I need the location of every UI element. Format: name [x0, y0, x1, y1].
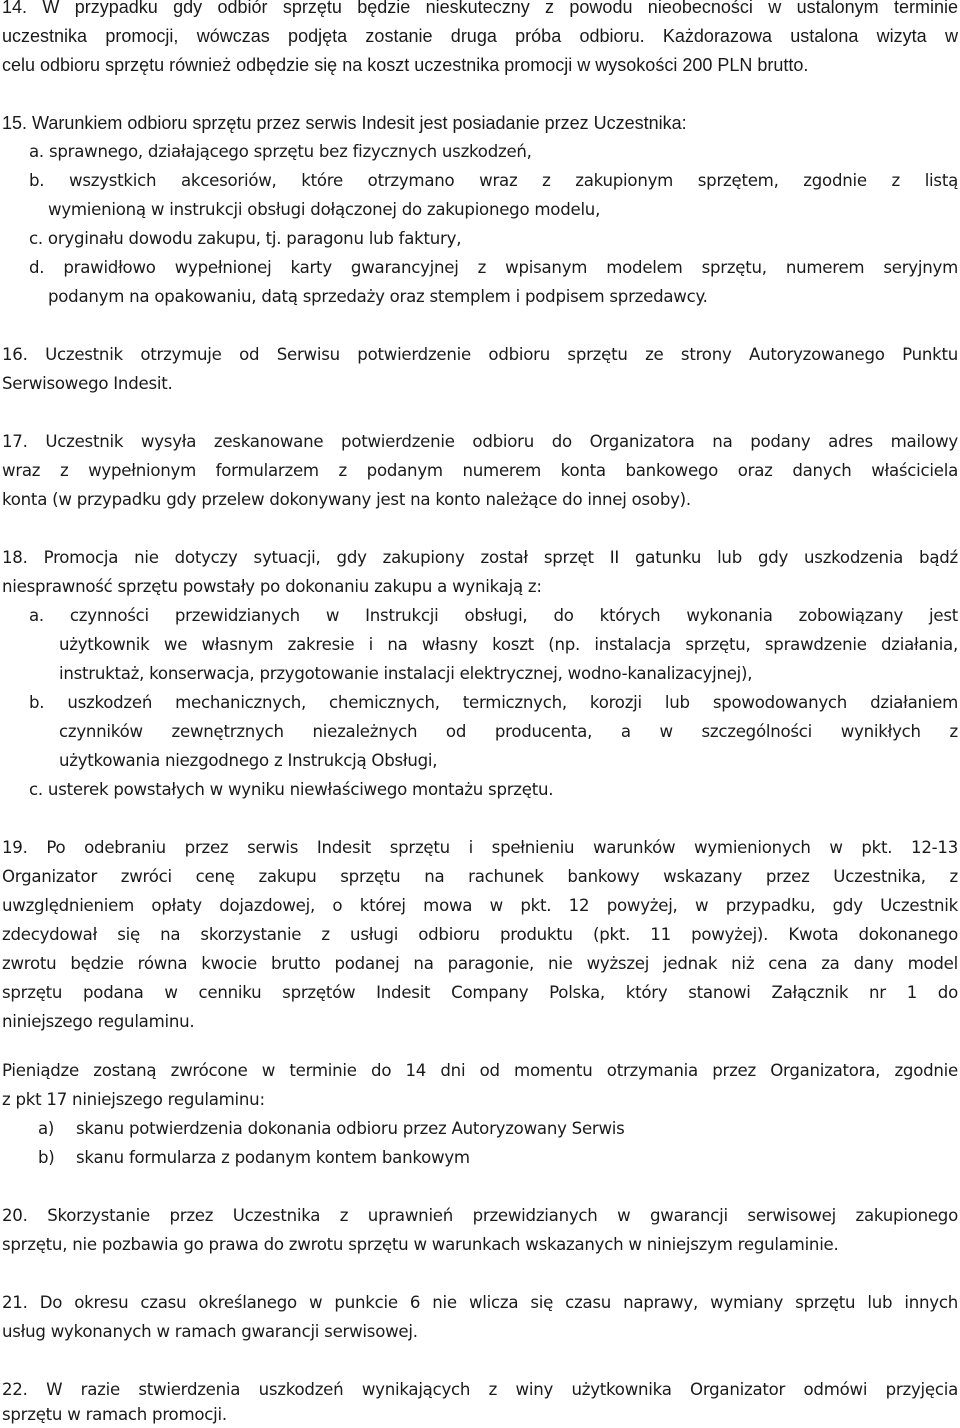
clause-20-line: sprzętu, nie pozbawia go prawa do zwrotu sprzętu w warunkach wskazanych w niniejszym regulaminie.	[2, 1235, 839, 1254]
refund-item-a-marker: a)	[38, 1119, 55, 1138]
refund-item-b: skanu formularza z podanym kontem bankowym	[76, 1148, 470, 1167]
clause-15-item-d: d. prawidłowo wypełnionej karty gwarancyjnej z wpisanym modelem sprzętu, numerem seryjnym	[29, 258, 958, 277]
clause-18-line: niesprawność sprzętu powstały po dokonaniu zakupu a wynikają z:	[2, 577, 542, 596]
clause-15-item-d-cont: podanym na opakowaniu, datą sprzedaży oraz stemplem i podpisem sprzedawcy.	[48, 287, 708, 306]
clause-18-item-a: a. czynności przewidzianych w Instrukcji obsługi, do których wykonania zobowiązany jest	[29, 606, 958, 625]
clause-15-item-b-cont: wymienioną w instrukcji obsługi dołączonej do zakupionego modelu,	[48, 200, 601, 219]
clause-19-line: sprzętu podana w cenniku sprzętów Indesit Company Polska, który stanowi Załącznik nr 1 do	[2, 983, 958, 1002]
clause-20-line: 20. Skorzystanie przez Uczestnika z uprawnień przewidzianych w gwarancji serwisowej zakupionego	[2, 1206, 958, 1225]
clause-16-line: 16. Uczestnik otrzymuje od Serwisu potwierdzenie odbioru sprzętu ze strony Autoryzowanego Punktu	[2, 345, 958, 364]
clause-19-line: 19. Po odebraniu przez serwis Indesit sprzętu i spełnieniu warunków wymienionych w pkt. 12-13	[2, 838, 958, 857]
clause-21-line: usług wykonanych w ramach gwarancji serwisowej.	[2, 1322, 418, 1341]
clause-15-item-b: b. wszystkich akcesoriów, które otrzymano wraz z zakupionym sprzętem, zgodnie z listą	[29, 171, 958, 190]
clause-19-line: Organizator zwróci cenę zakupu sprzętu na rachunek bankowy wskazany przez Uczestnika, z	[2, 867, 958, 886]
refund-item-b-marker: b)	[38, 1148, 55, 1167]
clause-18-item-a-cont: użytkownik we własnym zakresie i na własny koszt (np. instalacja sprzętu, sprawdzenie działania,	[59, 635, 958, 654]
refund-item-a: skanu potwierdzenia dokonania odbioru przez Autoryzowany Serwis	[76, 1119, 625, 1138]
clause-18-item-b-cont: użytkowania niezgodnego z Instrukcją Obsługi,	[59, 751, 438, 770]
clause-21-line: 21. Do okresu czasu określanego w punkcie 6 nie wlicza się czasu naprawy, wymiany sprzętu lub innych	[2, 1293, 958, 1312]
clause-16-line: Serwisowego Indesit.	[2, 374, 173, 393]
clause-22-line: sprzętu w ramach promocji.	[2, 1405, 227, 1424]
clause-15-item-a: a. sprawnego, działającego sprzętu bez fizycznych uszkodzeń,	[29, 142, 532, 161]
clause-19-line: uwzględnieniem opłaty dojazdowej, o której mowa w pkt. 12 powyżej, w przypadku, gdy Uczestnik	[2, 896, 958, 915]
clause-15-item-c: c. oryginału dowodu zakupu, tj. paragonu lub faktury,	[29, 229, 462, 248]
refund-line: z pkt 17 niniejszego regulaminu:	[2, 1090, 265, 1109]
clause-19-line: zwrotu będzie równa kwocie brutto podanej na paragonie, nie wyższej jednak niż cena za dany model	[2, 954, 958, 973]
clause-17-line: 17. Uczestnik wysyła zeskanowane potwierdzenie odbioru do Organizatora na podany adres mailowy	[2, 432, 958, 451]
clause-19-line: niniejszego regulaminu.	[2, 1012, 195, 1031]
clause-15-intro: 15. Warunkiem odbioru sprzętu przez serwis Indesit jest posiadanie przez Uczestnika:	[2, 113, 687, 133]
clause-18-item-b-cont: czynników zewnętrznych niezależnych od producenta, a w szczególności wynikłych z	[59, 722, 958, 741]
clause-18-item-b: b. uszkodzeń mechanicznych, chemicznych, termicznych, korozji lub spowodowanych działaniem	[29, 693, 958, 712]
clause-17-line: konta (w przypadku gdy przelew dokonywany jest na konto należące do innej osoby).	[2, 490, 691, 509]
clause-18-item-a-cont: instruktaż, konserwacja, przygotowanie instalacji elektrycznej, wodno-kanalizacyjnej),	[59, 664, 753, 683]
clause-14-line: uczestnika promocji, wówczas podjęta zostanie druga próba odbioru. Każdorazowa ustalona wizyta w	[2, 26, 958, 46]
clause-19-line: zdecydował się na skorzystanie z usługi odbioru produktu (pkt. 11 powyżej). Kwota dokonanego	[2, 925, 958, 944]
refund-line: Pieniądze zostaną zwrócone w terminie do 14 dni od momentu otrzymania przez Organizatora, zgodnie	[2, 1061, 958, 1080]
clause-17-line: wraz z wypełnionym formularzem z podanym numerem konta bankowego oraz danych właściciela	[2, 461, 958, 480]
clause-18-line: 18. Promocja nie dotyczy sytuacji, gdy zakupiony został sprzęt II gatunku lub gdy uszkodzenia bądź	[2, 548, 958, 567]
clause-14-line: 14. W przypadku gdy odbiór sprzętu będzie nieskuteczny z powodu nieobecności w ustalonym terminie	[2, 0, 958, 17]
clause-18-item-c: c. usterek powstałych w wyniku niewłaściwego montażu sprzętu.	[29, 780, 554, 799]
clause-14-line: celu odbioru sprzętu również odbędzie się na koszt uczestnika promocji w wysokości 200 PLN brutto.	[2, 55, 809, 75]
clause-22-line: 22. W razie stwierdzenia uszkodzeń wynikających z winy użytkownika Organizator odmówi przyjęcia	[2, 1380, 958, 1399]
